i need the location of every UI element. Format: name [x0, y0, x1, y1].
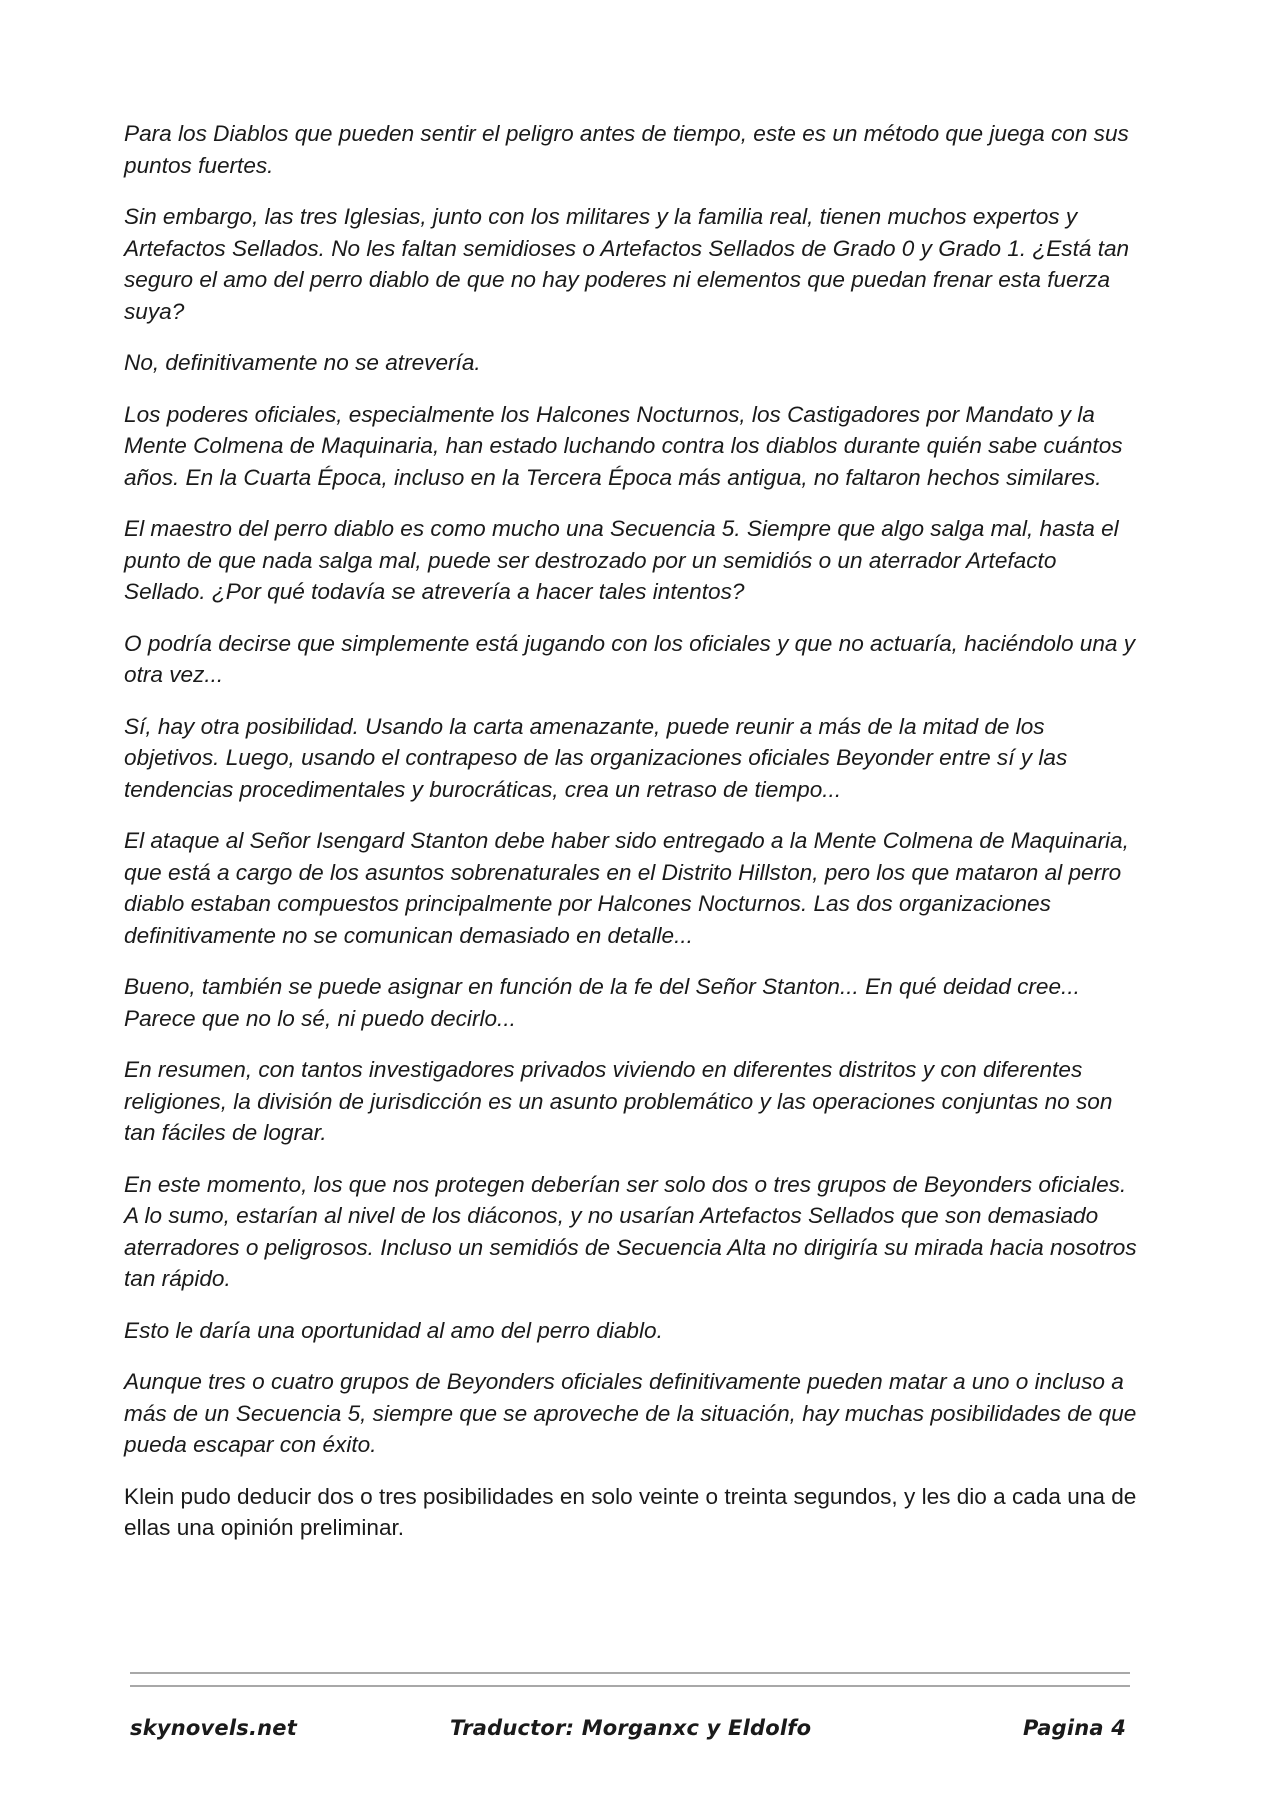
paragraph-1: Para los Diablos que pueden sentir el peligro antes de tiempo, este es un método que juega con sus puntos fuertes. [124, 121, 1129, 178]
footer-translator-credit: Traductor: Morganxc y Eldolfo [450, 1716, 812, 1740]
footer-divider-bottom [130, 1685, 1130, 1687]
paragraph-10: En resumen, con tantos investigadores privados viviendo en diferentes distritos y con diferentes religiones, la división de jurisdicción es un asunto problemático y las operaciones conjuntas no son tan fáciles de lograr. [124, 1057, 1113, 1145]
paragraph-2: Sin embargo, las tres Iglesias, junto con los militares y la familia real, tienen muchos expertos y Artefactos Sellados. No les faltan semidioses o Artefactos Sellados de Grado 0 y Grado 1. ¿Está tan seguro el amo del perro diablo de que no hay poderes ni elementos que puedan frenar esta fuerza suya? [124, 204, 1130, 324]
paragraph-13: Aunque tres o cuatro grupos de Beyonders oficiales definitivamente pueden matar a uno o incluso a más de un Secuencia 5, siempre que se aproveche de la situación, hay muchas posibilidades de que pueda escapar con éxito. [124, 1369, 1137, 1457]
footer-divider-top [130, 1672, 1130, 1674]
paragraph-12: Esto le daría una oportunidad al amo del perro diablo. [124, 1317, 663, 1343]
document-body [124, 118, 1144, 1564]
paragraph-11: En este momento, los que nos protegen deberían ser solo dos o tres grupos de Beyonders oficiales. A lo sumo, estarían al nivel de los diáconos, y no usarían Artefactos Sellados que son demasiado aterradores o peligrosos. Incluso un semidiós de Secuencia Alta no dirigiría su mirada hacia nosotros tan rápido. [124, 1171, 1137, 1291]
paragraph-4: Los poderes oficiales, especialmente los Halcones Nocturnos, los Castigadores por Mandato y la Mente Colmena de Maquinaria, han estado luchando contra los diablos durante quién sabe cuántos años. En la Cuarta Época, incluso en la Tercera Época más antigua, no faltaron hechos similares. [124, 401, 1123, 490]
paragraph-8: El ataque al Señor Isengard Stanton debe haber sido entregado a la Mente Colmena de Maquinaria, que está a cargo de los asuntos sobrenaturales en el Distrito Hillston, pero los que mataron al perro diablo estaban compuestos principalmente por Halcones Nocturnos. Las dos organizaciones definitivamente no se comunican demasiado en detalle... [124, 828, 1129, 948]
paragraph-3: No, definitivamente no se atrevería. [124, 350, 481, 375]
footer-site-name: skynovels.net [130, 1716, 297, 1740]
footer-page-number: Pagina 4 [1023, 1716, 1127, 1740]
paragraph-7: Sí, hay otra posibilidad. Usando la carta amenazante, puede reunir a más de la mitad de los objetivos. Luego, usando el contrapeso de las organizaciones oficiales Beyonder entre sí y las tendencias procedimentales y burocráticas, crea un retraso de tiempo... [124, 713, 1068, 802]
paragraph-6: O podría decirse que simplemente está jugando con los oficiales y que no actuaría, haciéndolo una y otra vez... [124, 630, 1136, 687]
paragraph-9: Bueno, también se puede asignar en función de la fe del Señor Stanton... En qué deidad cree... Parece que no lo sé, ni puedo decirlo... [124, 974, 1080, 1031]
paragraph-5: El maestro del perro diablo es como mucho una Secuencia 5. Siempre que algo salga mal, hasta el punto de que nada salga mal, puede ser destrozado por un semidiós o un aterrador Artefacto Sellado. ¿Por qué todavía se atrevería a hacer tales intentos? [124, 516, 1119, 604]
paragraph-14: Klein pudo deducir dos o tres posibilidades en solo veinte o treinta segundos, y les dio a cada una de ellas una opinión preliminar. [124, 1483, 1137, 1540]
